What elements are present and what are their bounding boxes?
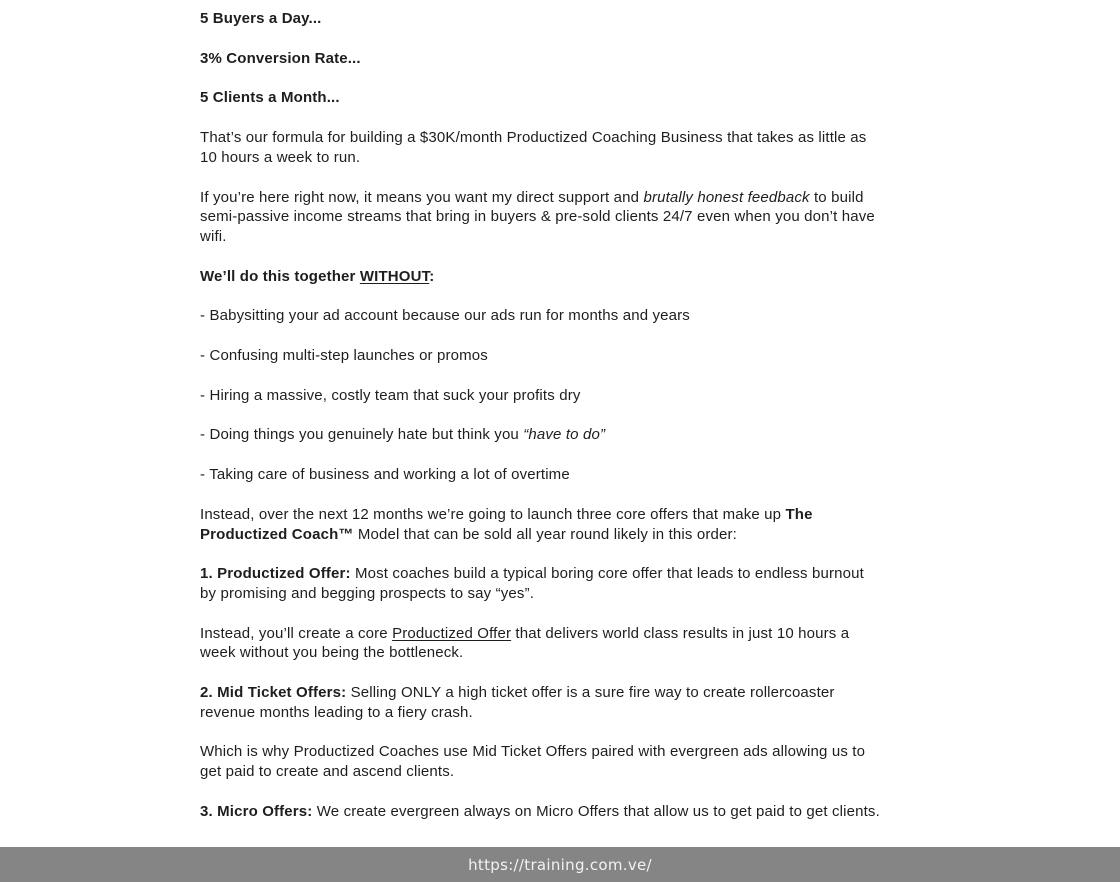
paragraph — [200, 306, 884, 326]
text-segment: That’s our formula for building a $30K/month Productized Coaching Business that takes as little as 10 hours a week to run. — [200, 129, 867, 166]
text-segment: Productized Offer — [392, 624, 512, 642]
paragraph — [200, 465, 884, 485]
text-segment: - Confusing multi-step launches or promos — [200, 347, 488, 365]
text-segment: We’ll do this together — [200, 267, 360, 285]
text-segment: Which is why Productized Coaches use Mid Ticket Offers paired with evergreen ads allowing us to get paid to create and ascend clients. — [200, 743, 866, 781]
text-segment: - Babysitting your ad account because our ads run for months and years — [200, 307, 690, 325]
text-segment: “have to do” — [523, 426, 606, 444]
paragraph — [200, 188, 884, 247]
text-segment: Instead, you’ll create a core — [200, 624, 393, 642]
paragraph — [200, 624, 884, 663]
text-segment: to build semi-passive income streams that bring in buyers & pre-sold clients 24/7 even when you don’t have wifi. — [200, 188, 875, 245]
article-content — [200, 0, 884, 842]
text-segment: 3% Conversion Rate... — [200, 49, 361, 67]
text-segment: 1. Productized Offer: — [200, 565, 355, 583]
paragraph — [200, 267, 884, 287]
paragraph — [200, 425, 884, 445]
text-segment: brutally honest feedback — [643, 188, 810, 206]
paragraph — [200, 683, 884, 722]
page-url: https://training.com.ve/ — [468, 855, 652, 874]
text-segment: We create evergreen always on Micro Offers that allow us to get paid to get clients. — [316, 802, 880, 820]
paragraph — [200, 88, 884, 108]
text-segment: The Productized Coach™ — [200, 505, 813, 543]
paragraph — [200, 505, 884, 544]
paragraph — [200, 49, 884, 69]
text-segment: WITHOUT — [359, 267, 430, 285]
paragraph — [200, 346, 884, 366]
text-segment: Model that can be sold all year round likely in this order: — [353, 525, 737, 543]
text-segment: - Taking care of business and working a lot of overtime — [200, 466, 570, 484]
text-segment: - Hiring a massive, costly team that suck your profits dry — [200, 386, 581, 404]
text-segment: 3. Micro Offers: — [200, 802, 317, 820]
paragraph — [200, 128, 884, 167]
paragraph — [200, 9, 884, 29]
text-segment: Most coaches build a typical boring core offer that leads to endless burnout by promising and begging prospects to say “yes”. — [200, 565, 864, 602]
paragraph — [200, 386, 884, 406]
text-segment: that delivers world class results in just 10 hours a week without you being the bottleneck. — [200, 624, 850, 662]
url-footer-bar — [0, 847, 1120, 882]
paragraph — [200, 742, 884, 781]
text-segment: : — [429, 267, 435, 285]
text-segment: - Doing things you genuinely hate but think you — [200, 426, 524, 444]
paragraph — [200, 802, 884, 822]
text-segment: If you’re here right now, it means you want my direct support and — [200, 188, 644, 206]
text-segment: Selling ONLY a high ticket offer is a sure fire way to create rollercoaster revenue months leading to a fiery crash. — [200, 684, 835, 721]
text-segment: 5 Buyers a Day... — [200, 10, 322, 27]
text-segment: Instead, over the next 12 months we’re going to launch three core offers that make up — [200, 505, 786, 523]
text-segment: 2. Mid Ticket Offers: — [200, 684, 351, 702]
text-segment: 5 Clients a Month... — [200, 89, 340, 107]
paragraph — [200, 564, 884, 603]
